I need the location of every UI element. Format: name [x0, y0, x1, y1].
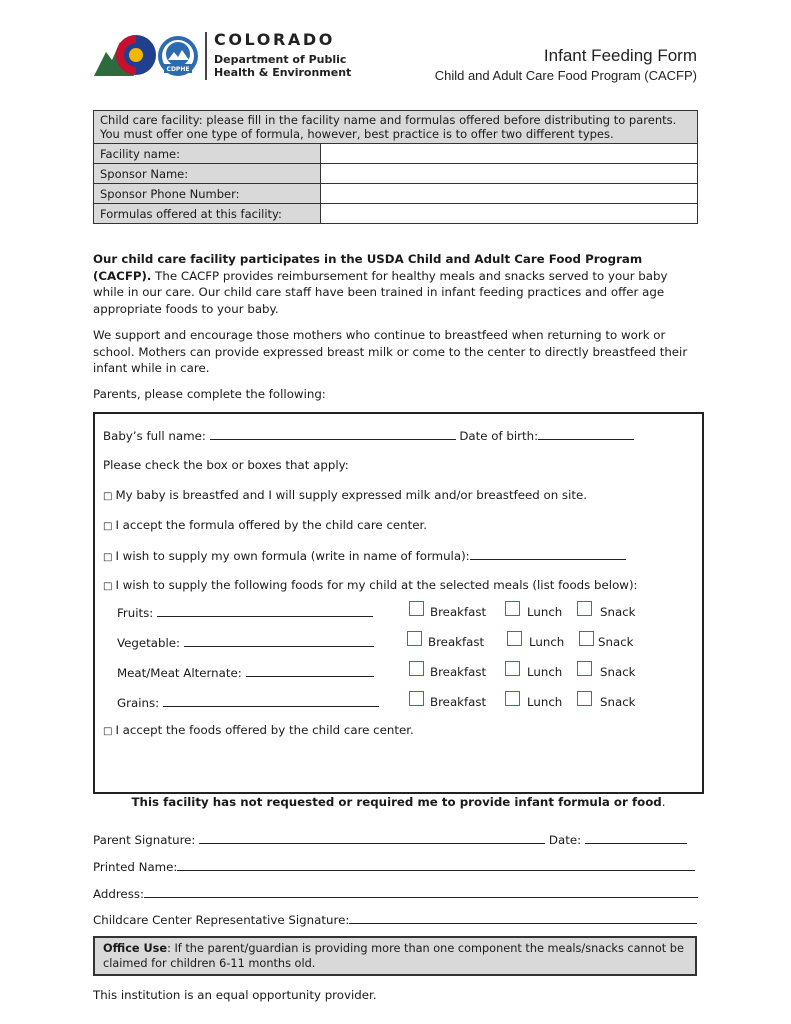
meat-field[interactable] — [246, 665, 374, 677]
table-row — [94, 204, 698, 224]
printed-name-line — [93, 859, 695, 874]
fruits-snack-checkbox[interactable] — [577, 601, 592, 616]
facility-table-intro: Child care facility: please fill in the facility name and formulas offered before distributing to parents. You must offer one type of formula, however, best practice is to offer two different types. — [94, 111, 698, 144]
facility-info-table — [93, 110, 698, 224]
grains-label: Grains: — [117, 696, 160, 710]
option-supply-foods — [103, 578, 638, 592]
rep-signature-label: Childcare Center Representative Signature: — [93, 913, 350, 927]
option-own-formula-label: I wish to supply my own formula (write in name of formula): — [115, 549, 470, 563]
disclaimer-period: . — [661, 795, 666, 809]
colorado-mountain-logo-icon — [94, 30, 204, 82]
option-accept-foods — [103, 723, 414, 737]
cdphe-badge-text: CDPHE — [166, 66, 190, 73]
table-row — [94, 184, 698, 204]
disclaimer-statement — [93, 795, 704, 809]
parent-signature-label: Parent Signature: — [93, 833, 196, 847]
baby-name-label: Baby’s full name: — [103, 429, 206, 443]
address-field[interactable] — [144, 886, 698, 898]
food-row-meat — [117, 665, 374, 680]
parents-instruction: Parents, please complete the following: — [93, 387, 326, 401]
meal-label: Breakfast — [430, 695, 487, 709]
meal-label: Snack — [598, 635, 634, 649]
meal-label: Lunch — [527, 665, 563, 679]
cacfp-paragraph — [93, 251, 698, 317]
fruits-field[interactable] — [157, 605, 373, 617]
meal-label: Snack — [600, 665, 636, 679]
food-row-grains — [117, 695, 379, 710]
dob-label: Date of birth: — [459, 429, 539, 443]
meal-label: Snack — [600, 605, 636, 619]
fruits-breakfast-checkbox[interactable] — [409, 601, 424, 616]
meat-lunch-checkbox[interactable] — [505, 661, 520, 676]
logo-divider — [205, 32, 207, 80]
form-subtitle: Child and Adult Care Food Program (CACFP) — [434, 68, 697, 83]
logo-dept-line2: Health & Environment — [214, 66, 352, 79]
vegetable-snack-checkbox[interactable] — [579, 631, 594, 646]
breastfeed-paragraph: We support and encourage those mothers who continue to breastfeed when returning to work or school. Mothers can provide expressed breast milk or come to the center to directly breastfeed their infant while in care. — [93, 328, 688, 376]
baby-info-line — [103, 428, 634, 443]
meal-label: Lunch — [527, 605, 563, 619]
option-breastfed — [103, 488, 587, 502]
table-row — [94, 144, 698, 164]
grains-field[interactable] — [163, 695, 379, 707]
colorado-cdphe-logo — [94, 30, 354, 82]
option-breastfed-label: My baby is breastfed and I will supply expressed milk and/or breastfeed on site. — [115, 488, 587, 502]
equal-opportunity-statement: This institution is an equal opportunity provider. — [93, 988, 377, 1002]
grains-breakfast-checkbox[interactable] — [409, 691, 424, 706]
form-title: Infant Feeding Form — [543, 46, 697, 65]
cacfp-paragraph-rest: The CACFP provides reimbursement for healthy meals and snacks served to your baby while in our care. Our child care staff have been trained in infant feeding practices and offer age appropriate foods to your baby. — [93, 268, 668, 316]
vegetable-field[interactable] — [184, 635, 374, 647]
meal-label: Breakfast — [430, 665, 487, 679]
checkbox-accept-foods[interactable]: □ — [103, 726, 113, 737]
formulas-offered-field[interactable] — [321, 204, 698, 224]
meat-snack-checkbox[interactable] — [577, 661, 592, 676]
food-row-fruits — [117, 605, 373, 620]
meal-label: Breakfast — [428, 635, 485, 649]
meal-label: Breakfast — [430, 605, 487, 619]
table-row — [94, 164, 698, 184]
option-supply-foods-label: I wish to supply the following foods for my child at the selected meals (list foods below): — [115, 578, 638, 592]
grains-snack-checkbox[interactable] — [577, 691, 592, 706]
meat-label: Meat/Meat Alternate: — [117, 666, 242, 680]
option-accept-formula — [103, 518, 427, 532]
logo-colorado-text: COLORADO — [214, 30, 335, 49]
parent-section-box — [93, 412, 704, 794]
meat-breakfast-checkbox[interactable] — [409, 661, 424, 676]
check-instruction: Please check the box or boxes that apply: — [103, 458, 349, 472]
facility-name-label: Facility name: — [94, 144, 321, 164]
facility-name-field[interactable] — [321, 144, 698, 164]
printed-name-label: Printed Name: — [93, 860, 178, 874]
rep-signature-line — [93, 912, 697, 927]
address-line — [93, 886, 698, 901]
logo-department-text — [214, 53, 351, 79]
option-accept-formula-label: I accept the formula offered by the child care center. — [115, 518, 428, 532]
checkbox-breastfed[interactable]: □ — [103, 491, 113, 502]
logo-dept-line1: Department of Public — [214, 53, 347, 66]
meal-label: Lunch — [527, 695, 563, 709]
office-use-label: Office Use — [103, 942, 168, 955]
sponsor-name-label: Sponsor Name: — [94, 164, 321, 184]
meal-label: Lunch — [529, 635, 565, 649]
checkbox-own-formula[interactable]: □ — [103, 552, 113, 563]
office-use-box — [93, 936, 697, 976]
sponsor-phone-label: Sponsor Phone Number: — [94, 184, 321, 204]
sponsor-phone-field[interactable] — [321, 184, 698, 204]
grains-lunch-checkbox[interactable] — [505, 691, 520, 706]
option-own-formula — [103, 548, 626, 563]
address-label: Address: — [93, 887, 144, 901]
parent-signature-line — [93, 832, 687, 847]
printed-name-field[interactable] — [177, 859, 695, 871]
vegetable-breakfast-checkbox[interactable] — [407, 631, 422, 646]
office-use-text: : If the parent/guardian is providing more than one component the meals/snacks cannot be claimed for children 6-11 months old. — [103, 942, 684, 970]
vegetable-label: Vegetable: — [117, 636, 181, 650]
checkbox-accept-formula[interactable]: □ — [103, 521, 113, 532]
date-label: Date: — [548, 833, 582, 847]
fruits-lunch-checkbox[interactable] — [505, 601, 520, 616]
cacfp-bold-statement: Our child care facility participates in the USDA Child and Adult Care Food Program (CACFP). — [93, 252, 643, 283]
food-row-vegetable — [117, 635, 374, 650]
option-accept-foods-label: I accept the foods offered by the child care center. — [115, 723, 414, 737]
parent-signature-field[interactable] — [199, 832, 545, 844]
rep-signature-field[interactable] — [349, 912, 697, 924]
vegetable-lunch-checkbox[interactable] — [507, 631, 522, 646]
sponsor-name-field[interactable] — [321, 164, 698, 184]
date-field[interactable] — [585, 832, 687, 844]
meal-label: Snack — [600, 695, 636, 709]
disclaimer-text: This facility has not requested or required me to provide infant formula or food — [131, 795, 662, 809]
own-formula-field[interactable] — [470, 548, 626, 560]
checkbox-supply-foods[interactable]: □ — [103, 581, 113, 592]
dob-field[interactable] — [538, 428, 634, 440]
baby-name-field[interactable] — [210, 428, 456, 440]
formulas-offered-label: Formulas offered at this facility: — [94, 204, 321, 224]
fruits-label: Fruits: — [117, 606, 154, 620]
